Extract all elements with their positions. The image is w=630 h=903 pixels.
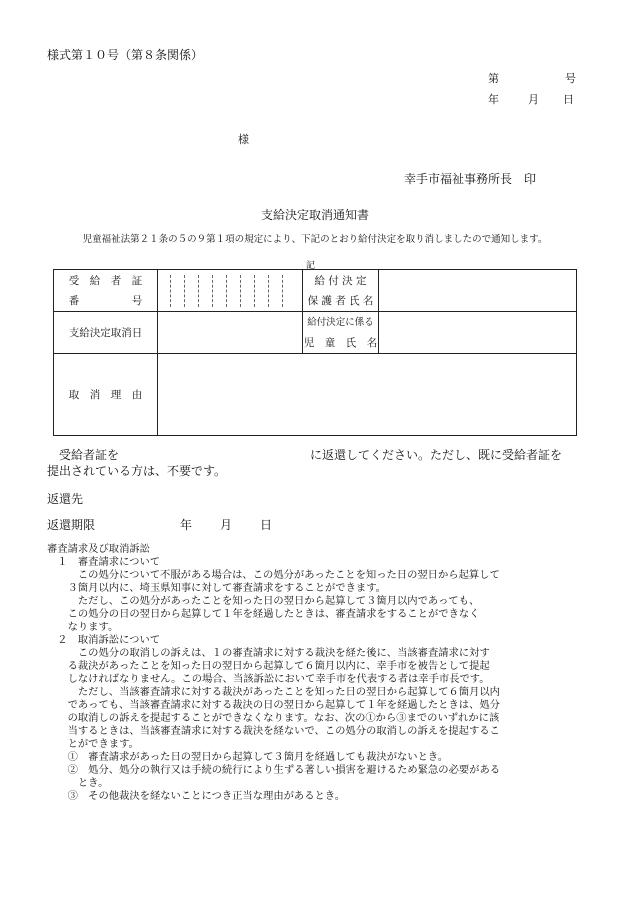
- intro-text: 児童福祉法第２１条の５の９第１項の規定により、下記のとおり給付決定を取り消しましたので通知します。: [82, 234, 548, 245]
- ki-marker: 記: [306, 261, 316, 271]
- child-name-label-line1: 給付決定に係る: [307, 316, 374, 328]
- appeal-line: ２ 取消訴訟について: [47, 634, 161, 646]
- appeal-line: る裁決があったことを知った日の翌日から起算して６箇月以内に、幸手市を被告として提起: [47, 660, 490, 672]
- appeal-heading: 審査請求及び取消訴訟: [47, 543, 150, 555]
- cert-number-digit-boxes: [158, 271, 302, 311]
- child-name-label-line2: 児 童 氏 名: [303, 336, 378, 349]
- cancel-reason-label: 取 消 理 由: [54, 354, 158, 436]
- return-deadline-label: 返還期限: [47, 518, 96, 532]
- child-name-cell[interactable]: [379, 312, 577, 354]
- appeal-line: であっても、当該審査請求に対する裁決の日の翌日から起算して１年を経過したときは、処分: [47, 699, 500, 711]
- benefit-guardian-label-line1: 給 付 決 定: [314, 274, 367, 287]
- appeal-line: とができます。: [47, 738, 139, 750]
- return-deadline-day: 日: [260, 518, 273, 532]
- guardian-name-cell[interactable]: [379, 270, 577, 312]
- cancel-date-label: 支給決定取消日: [54, 312, 158, 354]
- appeal-line: １ 審査請求について: [47, 556, 161, 568]
- appeal-line: ただし、当該審査請求に対する裁決があったことを知った日の翌日から起算して６箇月以内: [47, 686, 500, 698]
- form-number: 様式第１０号（第８条関係）: [47, 48, 204, 62]
- cancel-reason-cell[interactable]: [158, 354, 577, 436]
- appeal-line: とき。: [47, 777, 109, 789]
- return-notice-line1-b: に返還してください。ただし、既に受給者証を: [310, 448, 563, 462]
- return-notice-line2: 提出されている方は、不要です。: [47, 464, 227, 478]
- recipient-cert-label-line2: 番 号: [68, 294, 143, 307]
- addressee-suffix: 様: [238, 133, 249, 146]
- appeal-line: しなければなりません。この場合、当該訴訟において幸手市を代表する者は幸手市長です。: [47, 673, 490, 685]
- recipient-cert-label-line1: 受 給 者 証: [68, 274, 143, 287]
- document-title: 支給決定取消通知書: [260, 208, 369, 222]
- benefit-guardian-label: [303, 270, 379, 312]
- appeal-line: この処分の取消しの訴えは、１の審査請求に対する裁決を経た後に、当該審査請求に対す: [47, 647, 490, 659]
- return-deadline-year: 年: [180, 518, 193, 532]
- appeal-line: ① 審査請求があった日の翌日から起算して３箇月を経過しても裁決がないとき。: [47, 751, 449, 763]
- appeal-line: ③ その他裁決を経ないことにつき正当な理由があるとき。: [47, 790, 345, 802]
- document-number-suffix: 号: [565, 72, 576, 85]
- child-name-label: [303, 312, 379, 354]
- appeal-line: なります。: [47, 621, 119, 633]
- date-day-label: 日: [563, 93, 574, 106]
- appeal-line: この処分について不服がある場合は、この処分があったことを知った日の翌日から起算して: [47, 569, 500, 581]
- appeal-body: [47, 556, 500, 803]
- cancel-date-cell[interactable]: [158, 312, 303, 354]
- issuer-name: 幸手市福祉事務所長 印: [404, 172, 537, 186]
- return-deadline-month: 月: [220, 518, 233, 532]
- recipient-cert-number-cell[interactable]: [158, 270, 303, 312]
- appeal-line: ただし、この処分があったことを知った日の翌日から起算して３箇月以内であっても、: [47, 595, 480, 607]
- return-notice-line1-a: 受給者証を: [59, 448, 120, 462]
- benefit-guardian-label-line2: 保 護 者 氏 名: [307, 294, 374, 307]
- appeal-line: ② 処分、処分の執行又は手続の続行により生ずる著しい損害を避けるため緊急の必要がある: [47, 764, 501, 776]
- return-place-label: 返還先: [47, 492, 84, 506]
- details-table: [53, 269, 577, 436]
- date-year-label: 年: [488, 93, 499, 106]
- appeal-line: この処分の日の翌日から起算して１年を経過したときは、審査請求をすることができなく: [47, 608, 480, 620]
- document-number-prefix: 第: [488, 72, 499, 85]
- appeal-line: ３箇月以内に、埼玉県知事に対して審査請求をすることができます。: [47, 582, 386, 594]
- appeal-line: 当するときは、当該審査請求に対する裁決を経ないで、この処分の取消しの訴えを提起するこ: [47, 725, 500, 737]
- appeal-line: の取消しの訴えを提起することができなくなります。なお、次の①から③までのいずれかに該: [47, 712, 500, 724]
- recipient-cert-label: [54, 270, 158, 312]
- date-month-label: 月: [528, 93, 539, 106]
